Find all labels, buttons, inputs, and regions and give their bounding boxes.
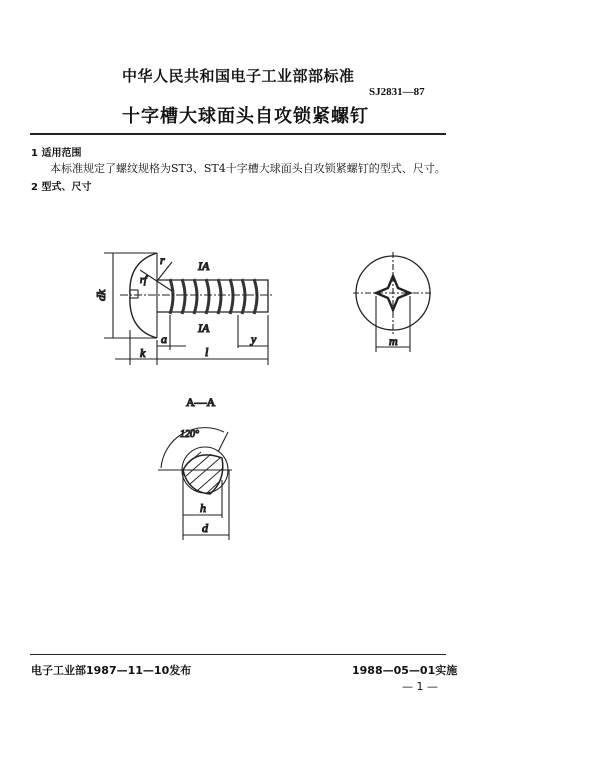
label-a: a <box>161 332 167 346</box>
label-dk: dk <box>94 289 108 301</box>
effective-date: 1988—05—01实施 <box>352 664 458 677</box>
section-a-a-view <box>158 428 232 540</box>
label-rf: rf <box>140 275 147 286</box>
document-title: 十字槽大球面头自攻锁紧螺钉 <box>122 106 369 127</box>
label-ia-bottom: IA <box>198 321 210 335</box>
label-section-a-a: A—A <box>186 395 216 409</box>
label-d: d <box>202 521 208 535</box>
label-y: y <box>251 332 257 346</box>
label-m: m <box>389 334 398 348</box>
issuing-organization: 中华人民共和国电子工业部部标准 <box>122 67 355 85</box>
label-angle: 120° <box>180 429 199 440</box>
label-h: h <box>200 501 206 515</box>
standard-number: SJ2831—87 <box>369 86 425 98</box>
label-ia-top: IA <box>198 259 210 273</box>
label-l: l <box>205 345 209 359</box>
section-heading-scope: 1 适用范围 <box>31 148 82 159</box>
section-heading-dimensions: 2 型式、尺寸 <box>31 182 92 193</box>
screw-side-view <box>104 253 272 365</box>
page-number: — 1 — <box>402 680 438 693</box>
footer-divider <box>30 654 446 655</box>
label-r: r <box>160 253 165 267</box>
publish-date: 电子工业部1987—11—10发布 <box>31 664 192 677</box>
label-k: k <box>140 346 146 360</box>
section-text-scope: 本标准规定了螺纹规格为ST3、ST4十字槽大球面头自攻锁紧螺钉的型式、尺寸。 <box>50 162 446 175</box>
